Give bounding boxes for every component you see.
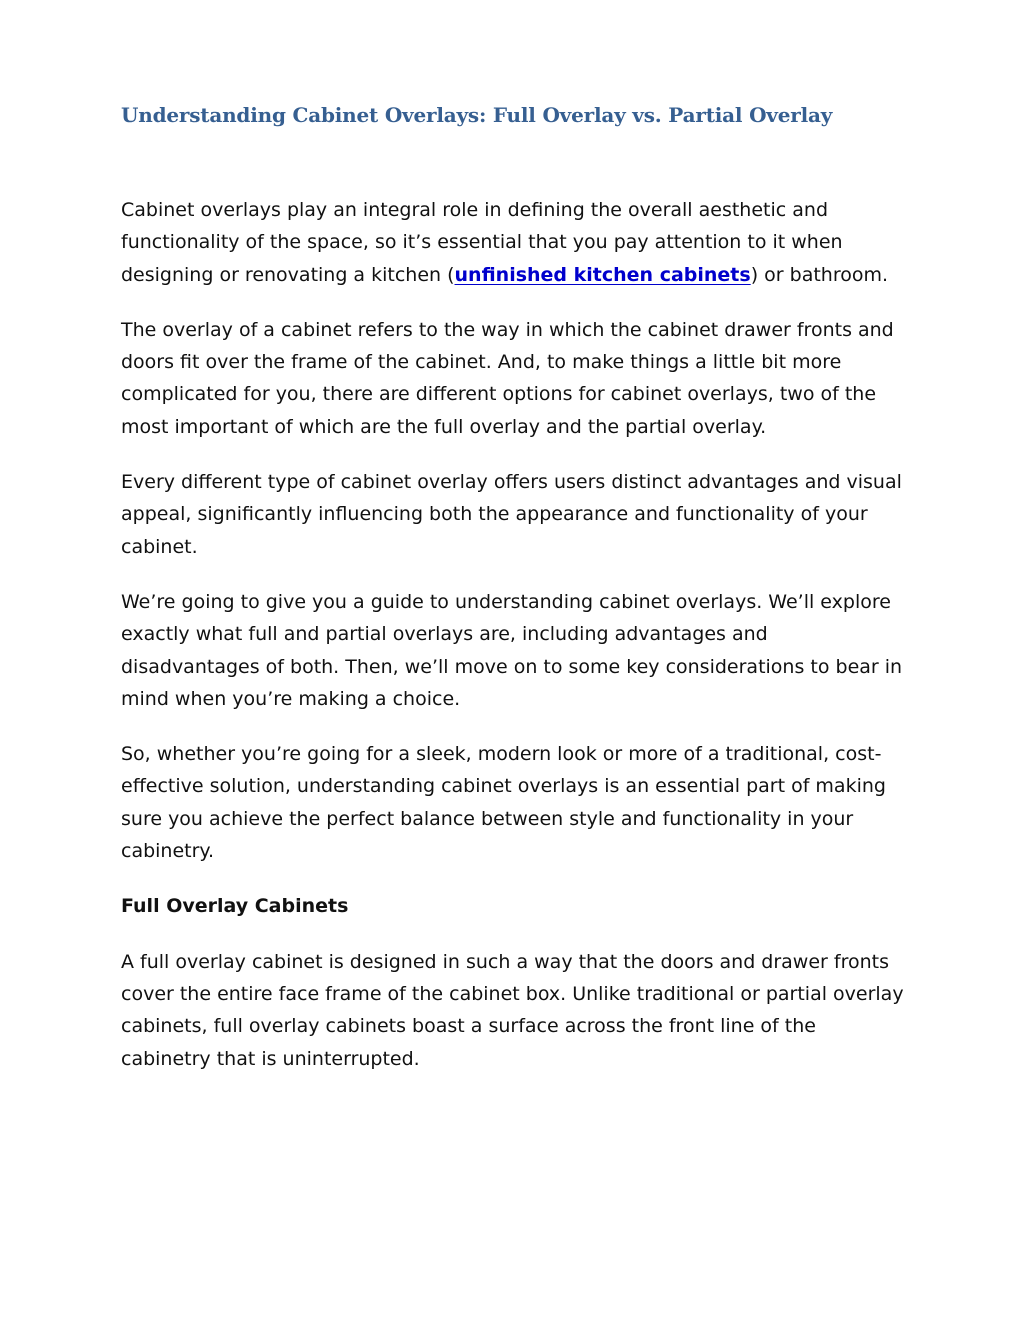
body-paragraph-advantages: Every different type of cabinet overlay offers users distinct advantages and visual appeal, significantly influencing both the appearance and functionality of your cabinet. (121, 471, 902, 558)
body-paragraph-overlay-definition: The overlay of a cabinet refers to the way in which the cabinet drawer fronts and doors fit over the frame of the cabinet. And, to make things a little bit more complicated for you, there are different options for cabinet overlays, two of the most important of which are the full overlay and the partial overlay. (121, 318, 894, 438)
section-heading-full-overlay: Full Overlay Cabinets (121, 895, 349, 918)
intro-paragraph (121, 194, 911, 291)
intro-text-after-link: ) or bathroom. (750, 263, 889, 286)
document-page (121, 96, 911, 1075)
body-paragraph-full-overlay: A full overlay cabinet is designed in such a way that the doors and drawer fronts cover the entire face frame of the cabinet box. Unlike traditional or partial overlay cabinets, full overlay cabinets boast a surface across the front line of the cabinetry that is uninterrupted. (121, 950, 904, 1070)
body-paragraph-balance: So, whether you’re going for a sleek, modern look or more of a traditional, cost-effective solution, understanding cabinet overlays is an essential part of making sure you achieve the perfect balance between style and functionality in your cabinetry. (121, 743, 886, 863)
unfinished-kitchen-cabinets-link[interactable]: unfinished kitchen cabinets (454, 263, 751, 286)
body-paragraph-guide: We’re going to give you a guide to understanding cabinet overlays. We’ll explore exactly what full and partial overlays are, including advantages and disadvantages of both. Then, we’ll move on to some key considerations to bear in mind when you’re making a choice. (121, 590, 903, 710)
document-title: Understanding Cabinet Overlays: Full Overlay vs. Partial Overlay (121, 103, 833, 127)
intro-text-before-link: Cabinet overlays play an integral role in defining the overall aesthetic and functionality of the space, so it’s essential that you pay attention to it when designing or renovating a kitchen ( (121, 199, 843, 286)
